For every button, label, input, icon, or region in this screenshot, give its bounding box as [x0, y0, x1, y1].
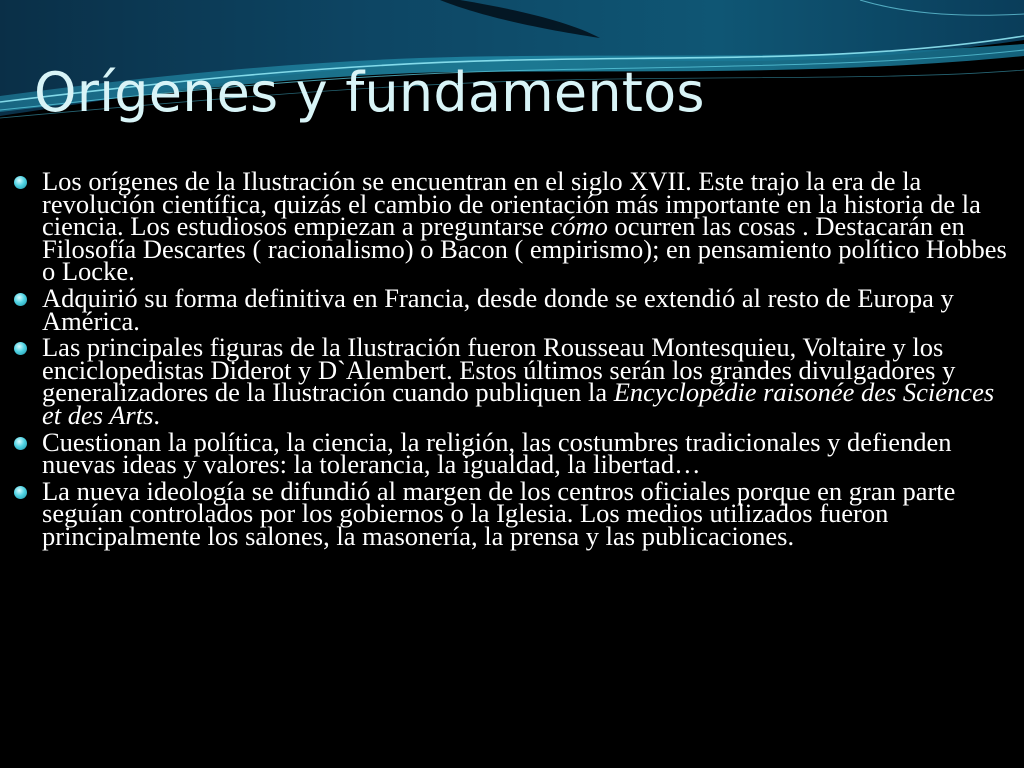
bullet-dot-icon [14, 176, 27, 189]
bullet-text: Los orígenes de la Ilustración se encuentran en el siglo XVII. Este trajo la era de la revolución científica, quizás el cambio de orientación más importante en la historia de la ciencia. Los estudiosos empiezan a preguntarse [42, 166, 981, 242]
bullet-text-italic: cómo [550, 211, 608, 242]
bullet-item [14, 332, 1014, 430]
bullet-item [14, 426, 1014, 480]
bullet-item [14, 282, 1014, 336]
bullet-dot-icon [14, 437, 27, 450]
bullet-list [14, 166, 1014, 552]
bullet-text-italic: Encyclopédie raisonée des Sciences et des Arts [42, 377, 995, 430]
bullet-item [14, 475, 1014, 551]
bullet-text: Adquirió su forma definitiva en Francia, desde donde se extendió al resto de Europa y América. [42, 282, 954, 336]
bullet-text: La nueva ideología se difundió al margen de los centros oficiales porque en gran parte seguían controlados por los gobiernos o la Iglesia. Los medios utilizados fueron principalmente los salones, la masonería, la prensa y las publicaciones. [42, 475, 956, 551]
bullet-item [14, 166, 1014, 287]
bullet-dot-icon [14, 486, 27, 499]
bullet-text: Las principales figuras de la Ilustración fueron Rousseau Montesquieu, Voltaire y los enciclopedistas Diderot y D`Alembert. Estos últimos serán los grandes divulgadores y generalizadores de la Ilustración cuando publiquen la [42, 332, 956, 408]
bullet-dot-icon [14, 293, 27, 306]
bullet-dot-icon [14, 342, 27, 355]
slide-title: Orígenes y fundamentos [34, 61, 705, 124]
bullet-text: Cuestionan la política, la ciencia, la religión, las costumbres tradicionales y defienden nuevas ideas y valores: la tolerancia, la igualdad, la libertad… [42, 426, 952, 480]
bullet-text: ocurren las cosas . Destacarán en Filosofía Descartes ( racionalismo) o Bacon ( empirismo); en pensamiento político Hobbes o Locke. [42, 211, 1007, 287]
bullet-text: . [153, 399, 161, 430]
